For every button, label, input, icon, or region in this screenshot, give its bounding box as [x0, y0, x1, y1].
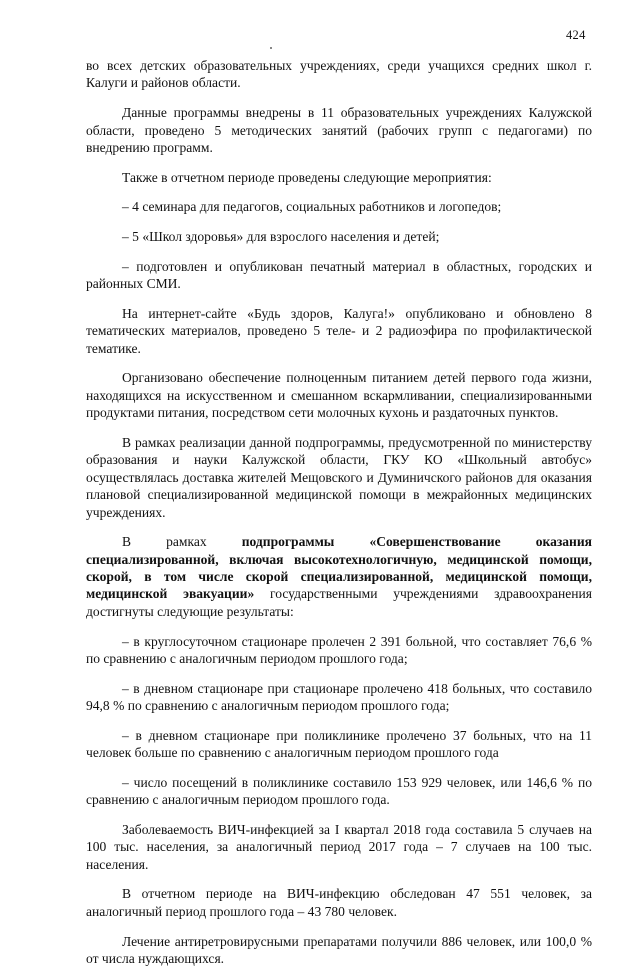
paragraph-hiv-screening: В отчетном периоде на ВИЧ-инфекцию обследован 47 551 человек, за аналогичный период прошлого года – 43 780 человек.: [86, 886, 592, 919]
page-number: 424: [566, 28, 586, 42]
paragraph-child-nutrition: Организовано обеспечение полноценным питанием детей первого года жизни, находящихся на искусственном и смешанном вскармливании, специализированными продуктами питания, посредством сети молочных кухонь и раздаточных пунктов.: [86, 370, 592, 421]
paragraph-continuation: во всех детских образовательных учреждениях, среди учащихся средних школ г. Калуги и районов области.: [86, 58, 592, 91]
list-item-seminars: – 4 семинара для педагогов, социальных работников и логопедов;: [122, 199, 502, 215]
list-item-printed-material: – подготовлен и опубликован печатный материал в областных, городских и районных СМИ.: [86, 258, 592, 292]
paragraph-hiv-incidence: Заболеваемость ВИЧ-инфекцией за I квартал 2018 года составила 5 случаев на 100 тыс. населения, за аналогичный период 2017 года – 7 случаев на 100 тыс. населения.: [86, 821, 592, 872]
paragraph-hiv-treatment: Лечение антиретровирусными препаратами получили 886 человек, или 100,0 % от числа нуждающихся.: [86, 933, 592, 966]
subprogram-lead: В рамках: [122, 534, 242, 550]
paragraph-programs-implemented: Данные программы внедрены в 11 образовательных учреждениях Калужской области, проведено 5 методических занятий (рабочих групп с педагогами) по внедрению программ.: [86, 105, 592, 155]
paragraph-school-bus: В рамках реализации данной подпрограммы, предусмотренной по министерству образования и науки Калужской области, ГКУ КО «Школьный автобус» осуществлялась доставка жителей Мещовского и Думиничского районов для оказания плановой специализированной медицинской помощи в межрайонных медицинских учреждениях.: [86, 434, 592, 520]
subprogram-tail: государственными учреждениями здравоохранения достигнуты следующие результаты:: [86, 586, 592, 619]
result-day-hospital: – в дневном стационаре при стационаре пролечено 418 больных, что составило 94,8 % по сравнению с аналогичным периодом прошлого года;: [86, 680, 592, 714]
subprogram-title: подпрограммы «Совершенствование оказания специализированной, включая высокотехнологичную, медицинской помощи, скорой, в том числе скорой специализированной, медицинской помощи, медицинской эвакуации»: [86, 534, 592, 602]
scan-speck: [270, 47, 272, 49]
result-clinic-visits: – число посещений в поликлинике составило 153 929 человек, или 146,6 % по сравнению с аналогичным периодом прошлого года.: [86, 774, 592, 808]
paragraph-events-intro: Также в отчетном периоде проведены следующие мероприятия:: [122, 169, 492, 185]
result-day-clinic: – в дневном стационаре при поликлинике пролечено 37 больных, что на 11 человек больше по сравнению с аналогичным периодом прошлого года: [86, 727, 592, 761]
paragraph-website: На интернет-сайте «Будь здоров, Калуга!» опубликовано и обновлено 8 тематических материалов, проведено 5 теле- и 2 радиоэфира по профилактической тематике.: [86, 305, 592, 356]
document-body: [86, 57, 592, 980]
result-round-the-clock: – в круглосуточном стационаре пролечен 2 391 больной, что составляет 76,6 % по сравнению с аналогичным периодом прошлого года;: [86, 633, 592, 666]
paragraph-subprogram: [86, 533, 592, 620]
list-item-health-schools: – 5 «Школ здоровья» для взрослого населения и детей;: [122, 229, 440, 245]
